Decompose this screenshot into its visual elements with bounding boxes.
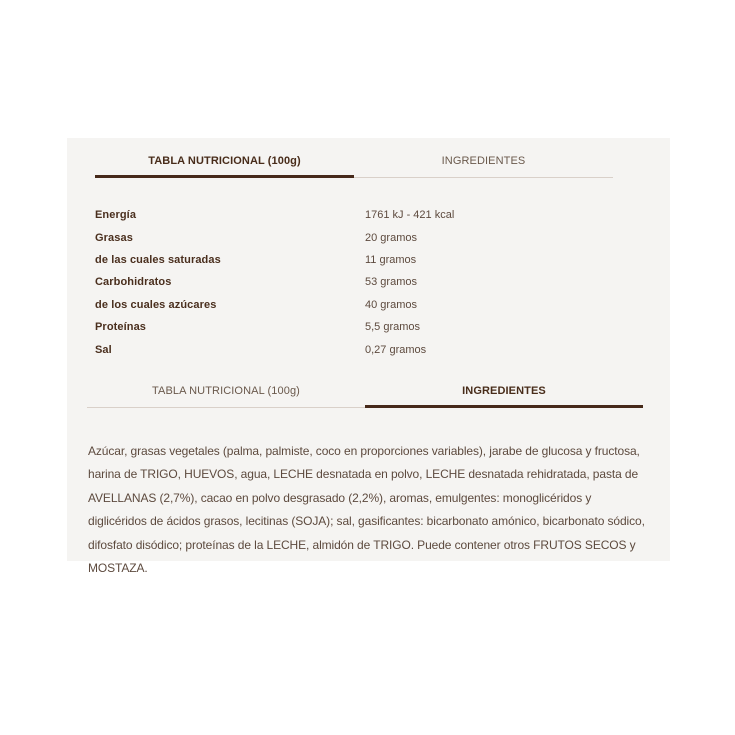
- nutrition-table: [95, 204, 640, 361]
- tab-active-underline: [365, 405, 643, 408]
- nutrient-name: Proteínas: [95, 321, 147, 334]
- tab-ingredientes-label: INGREDIENTES: [441, 155, 526, 167]
- tab-tabla-nutricional[interactable]: [87, 384, 365, 408]
- ingredients-paragraph: Azúcar, grasas vegetales (palma, palmiste, coco en proporciones variables), jarabe de glucosa y fructosa, harina de TRIGO, HUEVOS, agua, LECHE desnatada en polvo, LECHE desnatada rehidratada, pasta de AVELLANAS (2,7%), cacao en polvo desgrasado (2,2%), aromas, emulgentes: monoglicéridos y diglicéridos de ácidos grasos, lecitinas (SOJA); sal, gasificantes: bicarbonato amónico, bicarbonato sódico, difosfato disódico; proteínas de la LECHE, almidón de TRIGO. Puede contener otros FRUTOS SECOS y MOSTAZA.: [88, 444, 645, 576]
- table-row: [95, 294, 640, 316]
- nutrient-value: 5,5 gramos: [365, 321, 421, 334]
- tab-tabla-nutricional[interactable]: [95, 154, 354, 178]
- table-row: [95, 249, 640, 271]
- tab-active-underline: [95, 175, 354, 178]
- nutrient-name: Carbohidratos: [95, 276, 172, 289]
- ingredients-tab-bar: [87, 384, 643, 408]
- nutrient-value: 40 gramos: [365, 298, 417, 311]
- nutrient-value: 11 gramos: [365, 253, 417, 266]
- table-row: [95, 204, 640, 226]
- tab-inactive-underline: [354, 177, 613, 178]
- tab-tabla-nutricional-label: TABLA NUTRICIONAL (100g): [152, 385, 300, 397]
- nutrient-value: 20 gramos: [365, 231, 417, 244]
- nutrient-name: Grasas: [95, 231, 133, 244]
- nutrition-tab-bar: [95, 154, 613, 178]
- table-row: [95, 338, 640, 360]
- nutrient-value: 0,27 gramos: [365, 343, 427, 356]
- product-info-panel: [67, 138, 670, 576]
- tab-tabla-nutricional-label: TABLA NUTRICIONAL (100g): [148, 155, 301, 167]
- table-row: [95, 316, 640, 338]
- nutrient-value: 1761 kJ - 421 kcal: [365, 209, 455, 222]
- tab-inactive-underline: [87, 407, 365, 408]
- nutrient-name: de las cuales saturadas: [95, 253, 221, 266]
- nutrient-value: 53 gramos: [365, 276, 417, 289]
- nutrient-name: de los cuales azúcares: [95, 298, 217, 311]
- table-row: [95, 226, 640, 248]
- tab-ingredientes[interactable]: [354, 154, 613, 178]
- tab-ingredientes[interactable]: [365, 384, 643, 408]
- tab-ingredientes-label: INGREDIENTES: [462, 385, 546, 397]
- table-row: [95, 271, 640, 293]
- nutrient-name: Energía: [95, 209, 137, 222]
- nutrient-name: Sal: [95, 343, 112, 356]
